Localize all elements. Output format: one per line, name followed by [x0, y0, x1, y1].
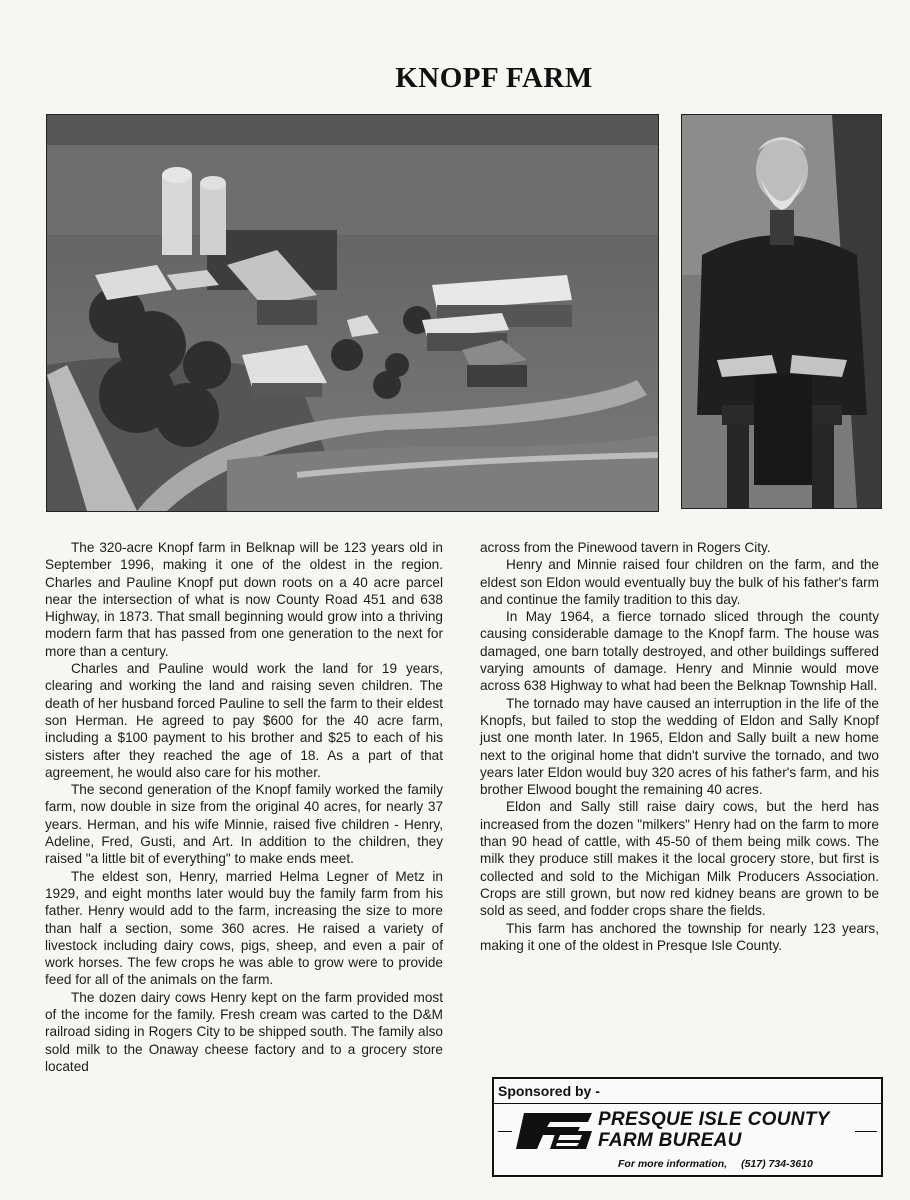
paragraph: The eldest son, Henry, married Helma Legner of Metz in 1929, and eight months later would buy the family farm from his father. Henry would add to the farm, increasing the size to more than half a section, some 360 acres. He raised a variety of livestock including dairy cows, pigs, sheep, and even a pair of work horses. The few crops he was able to grow were to provide feed for all of the animals on the farm. — [45, 868, 443, 988]
paragraph: Eldon and Sally still raise dairy cows, but the herd has increased from the dozen "milkers" Henry had on the farm to more than 90 head of cattle, with 45-50 of them being milk cows. The milk they produce still makes it the local grocery store, but first is collected and sold to the Michigan Milk Producers Association. Crops are still grown, but now red kidney beans are grown to be sold as seed, and fodder crops share the fields. — [480, 799, 879, 919]
paragraph: Charles and Pauline would work the land for 19 years, clearing and working the land and raising seven children. The death of her husband forced Pauline to sell the farm to their eldest son Herman. He agreed to pay $600 for the 40 acre farm, including a $100 payment to his brother and $25 to each of his sisters after they reached the age of 18. As a part of that agreement, he would also care for his mother. — [45, 661, 443, 780]
divider — [494, 1103, 881, 1104]
sponsor-box — [492, 1077, 883, 1177]
paragraph: This farm has anchored the township for nearly 123 years, making it one of the oldest in Presque Isle County. — [480, 920, 879, 953]
divider — [855, 1131, 877, 1132]
paragraph: The tornado may have caused an interruption in the life of the Knopfs, but failed to stop the wedding of Eldon and Sally Knopf just one month later. In 1965, Eldon and Sally built a new home next to the original home that didn't survive the tornado, and two years later Eldon would buy 320 acres of his father's farm, and his brother Elwood bought the remaining 40 acres. — [480, 695, 879, 798]
sponsor-name-line-2: FARM BUREAU — [598, 1130, 742, 1151]
farm-bureau-fb-logo-icon — [510, 1113, 592, 1149]
portrait-image — [682, 115, 881, 508]
paragraph-continuation: across from the Pinewood tavern in Rogers City. — [480, 540, 771, 555]
paragraph: Henry and Minnie raised four children on the farm, and the eldest son Eldon would eventually buy the bulk of his father's farm and continue the family tradition to this day. — [480, 557, 879, 607]
phone-number: (517) 734-3610 — [741, 1158, 813, 1170]
article-right-column — [480, 539, 879, 954]
aerial-farm-photo — [46, 114, 659, 512]
contact-label: For more information, — [618, 1158, 728, 1170]
sponsor-label: Sponsored by - — [498, 1083, 600, 1099]
sponsor-name-line-1: PRESQUE ISLE COUNTY — [598, 1109, 830, 1130]
paragraph: The dozen dairy cows Henry kept on the farm provided most of the income for the family. Fresh cream was carted to the D&M railroad siding in Rogers City to be shipped south. The family also sold milk to the Onaway cheese factory and to a grocery store located — [45, 989, 443, 1074]
portrait-photo — [681, 114, 882, 509]
article-left-column — [45, 539, 443, 1075]
page-title: KNOPF FARM — [395, 62, 593, 94]
paragraph: In May 1964, a fierce tornado sliced through the county causing considerable damage to the Knopf farm. The house was damaged, one barn totally destroyed, and other buildings suffered varying amounts of damage. Henry and Minnie would move across 638 Highway to what had been the Belknap Township Hall. — [480, 609, 879, 694]
sponsor-contact — [618, 1158, 813, 1170]
aerial-farm-image — [47, 115, 658, 511]
paragraph: The 320-acre Knopf farm in Belknap will be 123 years old in September 1996, making it one of the oldest in the region. Charles and Pauline Knopf put down roots on a 40 acre parcel near the intersection of what is now County Road 451 and 638 Highway, in 1873. That small beginning would grow into a thriving modern farm that has passed from one generation to the next for more than a century. — [45, 540, 443, 659]
paragraph: The second generation of the Knopf family worked the family farm, now double in size from the original 40 acres, for nearly 37 years. Herman, and his wife Minnie, raised five children - Henry, Adeline, Fred, Gusti, and Art. In addition to the children, they raised "a little bit of everything" to make ends meet. — [45, 782, 443, 867]
